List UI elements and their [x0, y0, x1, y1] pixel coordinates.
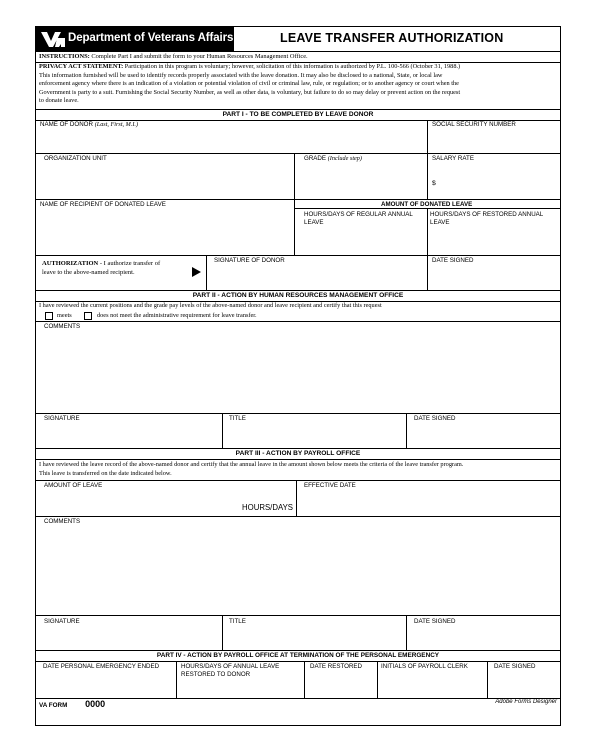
- does-not-meet-checkbox[interactable]: [84, 312, 92, 320]
- regular-leave-field[interactable]: [296, 225, 426, 254]
- part2-comments-field[interactable]: [37, 331, 559, 411]
- part3-comments-label: COMMENTS: [44, 518, 81, 525]
- va-logo-icon: [40, 30, 66, 48]
- signature-of-donor-label: SIGNATURE OF DONOR: [214, 257, 285, 264]
- effective-date-field[interactable]: [298, 490, 560, 514]
- leave-transfer-form: [35, 26, 561, 726]
- amount-of-leave-label: AMOUNT OF LEAVE: [44, 482, 103, 489]
- hours-restored-label: HOURS/DAYS OF ANNUAL LEAVE RESTORED TO DONOR: [181, 663, 280, 678]
- donor-date-signed-label: DATE SIGNED: [432, 257, 474, 264]
- part3-date-signed-label: DATE SIGNED: [414, 618, 456, 625]
- part3-title-label: TITLE: [229, 618, 246, 625]
- restored-leave-label: HOURS/DAYS OF RESTORED ANNUAL LEAVE: [430, 211, 543, 226]
- grade-field[interactable]: [296, 163, 426, 197]
- part2-signature-label: SIGNATURE: [44, 415, 80, 422]
- name-of-donor-label: NAME OF DONOR (Last, First, M.I.): [40, 121, 138, 128]
- privacy-statement: [39, 63, 557, 106]
- hours-restored-field[interactable]: [178, 681, 303, 697]
- payroll-clerk-initials-field[interactable]: [379, 679, 486, 697]
- recipient-label: NAME OF RECIPIENT OF DONATED LEAVE: [40, 201, 166, 208]
- ssn-label: SOCIAL SECURITY NUMBER: [432, 121, 516, 128]
- part2-title-label: TITLE: [229, 415, 246, 422]
- instructions: [39, 53, 308, 60]
- part2-signature-field[interactable]: [37, 423, 221, 447]
- emergency-ended-label: DATE PERSONAL EMERGENCY ENDED: [43, 663, 160, 670]
- part2-heading: PART II - ACTION BY HUMAN RESOURCES MANAGEMENT OFFICE: [192, 292, 404, 299]
- privacy-line2: This information furnished will be used to identify records properly associated with the leave donation. It may also be disclosed to a national, State, or local law: [39, 71, 443, 79]
- part2-date-signed-label: DATE SIGNED: [414, 415, 456, 422]
- salary-rate-label: SALARY RATE: [432, 155, 474, 162]
- org-unit-label: ORGANIZATION UNIT: [44, 155, 107, 162]
- arrow-right-icon: [192, 267, 201, 277]
- part4-heading: PART IV - ACTION BY PAYROLL OFFICE AT TERMINATION OF THE PERSONAL EMERGENCY: [156, 652, 440, 659]
- part2-statement: I have reviewed the current positions and the grade pay levels of the above-named donor and leave recipient and certify that this request: [39, 302, 382, 309]
- instructions-label: INSTRUCTIONS:: [39, 53, 90, 60]
- dollar-sign: $: [432, 180, 436, 187]
- date-restored-field[interactable]: [306, 679, 376, 697]
- agency-name: Department of Veterans Affairs: [68, 32, 234, 44]
- signature-of-donor-field[interactable]: [208, 265, 426, 289]
- part3-date-signed-field[interactable]: [408, 626, 560, 649]
- authorization-statement: AUTHORIZATION - I authorize transfer of leave to the above-named recipient.: [42, 260, 161, 276]
- amount-donated-label: AMOUNT OF DONATED LEAVE: [381, 201, 473, 208]
- instructions-text: Complete Part I and submit the form to your Human Resources Management Office.: [91, 53, 308, 60]
- does-not-meet-label: does not meet the administrative requirement for leave transfer.: [97, 312, 257, 319]
- amount-of-leave-field[interactable]: [37, 490, 233, 514]
- part3-signature-label: SIGNATURE: [44, 618, 80, 625]
- ssn-field[interactable]: [429, 129, 560, 152]
- privacy-line5: to donate leave.: [39, 97, 79, 105]
- privacy-label: PRIVACY ACT STATEMENT:: [39, 63, 124, 70]
- part2-date-signed-field[interactable]: [408, 423, 560, 447]
- part4-date-signed-label: DATE SIGNED: [494, 663, 536, 670]
- part2-title-field[interactable]: [224, 423, 405, 447]
- name-of-donor-field[interactable]: [37, 129, 426, 152]
- part3-title-field[interactable]: [224, 626, 405, 649]
- grade-label: GRADE (Include step): [304, 155, 362, 162]
- agency-banner: [36, 27, 234, 51]
- salary-rate-field[interactable]: [441, 167, 559, 197]
- form-title: LEAVE TRANSFER AUTHORIZATION: [280, 31, 504, 45]
- org-unit-field[interactable]: [37, 163, 293, 197]
- part3-signature-field[interactable]: [37, 626, 221, 649]
- form-number: VA FORM 0000: [39, 699, 106, 709]
- meets-label: meets: [57, 312, 72, 319]
- hours-days-unit: HOURS/DAYS: [242, 503, 293, 512]
- part3-statement: I have reviewed the leave record of the above-named donor and certify that the annual leave in the amount shown below meets the criteria of the leave transfer program. This leave is transferred on the date indicated below.: [39, 461, 464, 477]
- restored-leave-field[interactable]: [429, 225, 560, 254]
- part3-comments-field[interactable]: [37, 526, 559, 613]
- privacy-line1: Participation in this program is voluntary; however, solicitation of this information is authorized by P.L. 100-566 (October 31, 1988.): [124, 63, 461, 70]
- effective-date-label: EFFECTIVE DATE: [304, 482, 356, 489]
- part4-date-signed-field[interactable]: [489, 679, 560, 697]
- designer-credit: Adobe Forms Designer: [495, 699, 557, 705]
- part1-heading: PART I - TO BE COMPLETED BY LEAVE DONOR: [222, 111, 374, 118]
- privacy-line3: enforcement agency where there is an indication of a violation or potential violation of civil or criminal law, rule, or regulation; or to another agency or court when the: [39, 80, 459, 88]
- regular-leave-label: HOURS/DAYS OF REGULAR ANNUAL LEAVE: [304, 211, 413, 226]
- payroll-clerk-initials-label: INITIALS OF PAYROLL CLERK: [381, 663, 468, 670]
- date-restored-label: DATE RESTORED: [310, 663, 363, 670]
- recipient-field[interactable]: [37, 209, 293, 254]
- part3-heading: PART III - ACTION BY PAYROLL OFFICE: [235, 450, 361, 457]
- donor-date-signed-field[interactable]: [429, 265, 560, 289]
- privacy-line4: Government is party to a suit. Furnishing the Social Security Number, as well as other data, is voluntary, but failure to do so may delay or prevent action on the request: [39, 88, 461, 96]
- part2-comments-label: COMMENTS: [44, 323, 81, 330]
- emergency-ended-field[interactable]: [37, 679, 175, 697]
- meets-checkbox[interactable]: [45, 312, 53, 320]
